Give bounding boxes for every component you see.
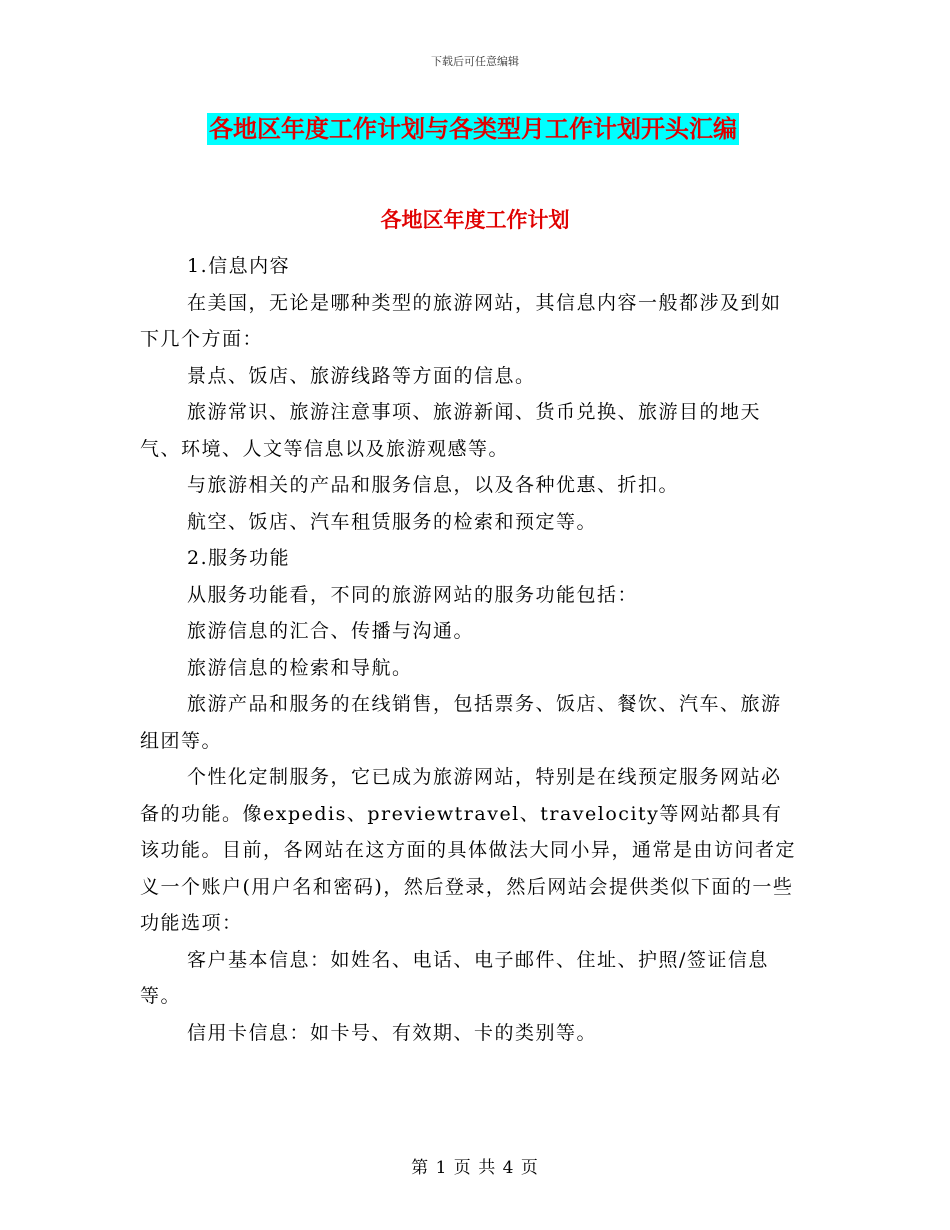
paragraph: 景点、饭店、旅游线路等方面的信息。 [187, 364, 536, 387]
paragraph: 旅游产品和服务的在线销售，包括票务、饭店、餐饮、汽车、旅游组团等。 [140, 693, 782, 752]
heading-service-functions: 2.服务功能 [187, 547, 291, 569]
heading-information-content: 1.信息内容 [187, 255, 291, 277]
paragraph: 信用卡信息：如卡号、有效期、卡的类别等。 [187, 1021, 598, 1044]
paragraph: 客户基本信息：如姓名、电话、电子邮件、住址、护照/签证信息等。 [140, 948, 769, 1007]
document-title: 各地区年度工作计划与各类型月工作计划开头汇编 [209, 115, 737, 143]
paragraph: 与旅游相关的产品和服务信息，以及各种优惠、折扣。 [187, 474, 680, 496]
page-number-footer: 第 1 页 共 4 页 [411, 1158, 539, 1178]
paragraph: 从服务功能看，不同的旅游网站的服务功能包括： [187, 583, 639, 606]
paragraph: 个性化定制服务，它已成为旅游网站，特别是在线预定服务网站必备的功能。像expedis、previewtravel、travelocity等网站都具有该功能。目前，各网站在这方面的具体做法大同小异，通常是由访问者定义一个账户(用户名和密码)，然后登录，然后网站会提供类似下面的一些功能选项： [140, 766, 797, 934]
paragraph: 旅游常识、旅游注意事项、旅游新闻、货币兑换、旅游目的地天气、环境、人文等信息以及旅游观感等。 [140, 401, 762, 460]
section-title: 各地区年度工作计划 [380, 208, 570, 232]
paragraph: 旅游信息的检索和导航。 [187, 656, 413, 679]
paragraph: 在美国，无论是哪种类型的旅游网站，其信息内容一般都涉及到如下几个方面： [140, 291, 782, 350]
paragraph: 航空、饭店、汽车租赁服务的检索和预定等。 [187, 510, 598, 533]
document-body [140, 248, 800, 1051]
paragraph: 旅游信息的汇合、传播与沟通。 [187, 620, 475, 642]
header-note: 下载后可任意编辑 [431, 55, 519, 68]
